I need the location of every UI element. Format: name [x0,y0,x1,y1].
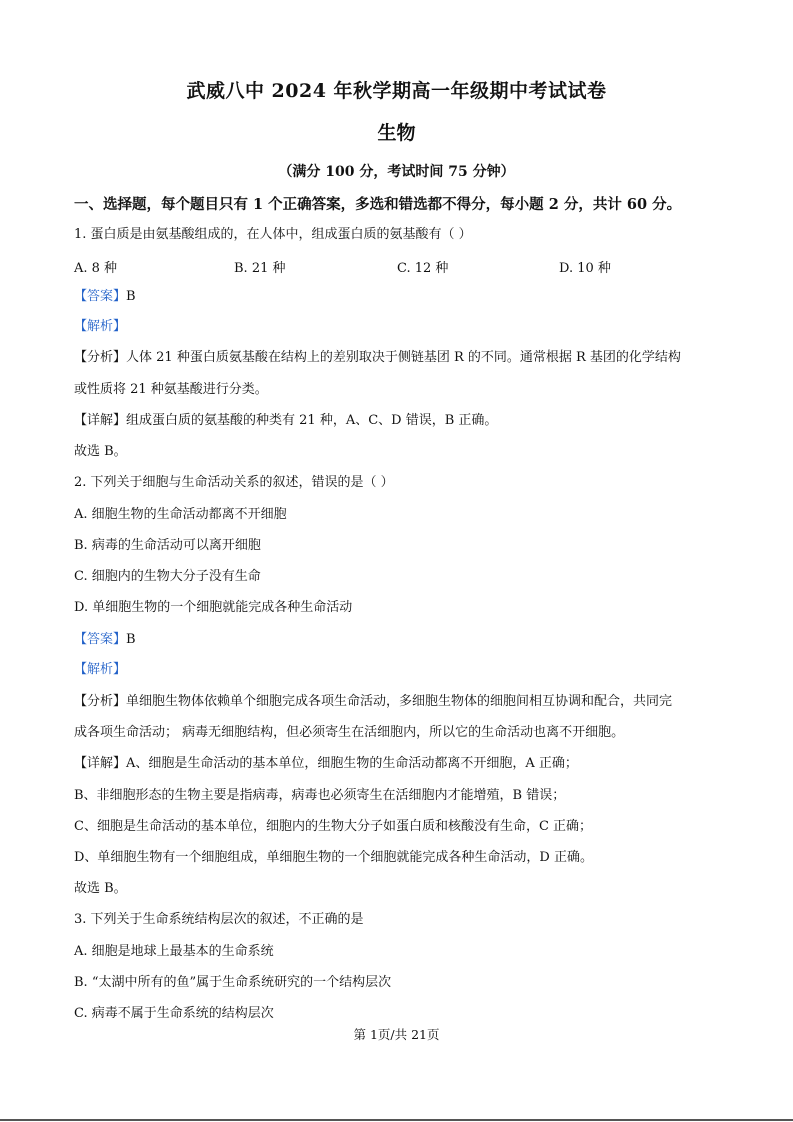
question-1-answer [74,288,136,306]
fenxi-text: 人体 21 种蛋白质氨基酸在结构上的差别取决于侧链基团 R 的不同。通常根据 R 基团的化学结构 [126,350,681,365]
detail-text: A、细胞是生命活动的基本单位，细胞生物的生命活动都离不开细胞，A 正确； [126,756,578,771]
score-note: （满分 100 分，考试时间 75 分钟） [278,164,515,180]
question-2-answer [74,631,136,649]
question-2-conclusion: 故选 B。 [74,881,127,896]
question-2-analysis [74,661,126,679]
answer-tag: 【答案】 [74,289,127,304]
question-2-option-a: A. 细胞生物的生命活动都离不开细胞 [74,507,287,522]
question-2-fenxi-cont: 成各项生命活动； 病毒无细胞结构，但必须寄生在活细胞内，所以它的生命活动也离不开细胞。 [74,725,625,740]
fenxi-tag: 【分析】 [74,694,127,709]
question-2-option-b: B. 病毒的生命活动可以离开细胞 [74,538,261,553]
page-number: 第 1页/共 21页 [353,1027,440,1042]
question-1-analysis [74,318,126,336]
question-1-stem: 1. 蛋白质是由氨基酸组成的，在人体中，组成蛋白质的氨基酸有（ ） [74,227,472,242]
section-heading: 一、选择题，每个题目只有 1 个正确答案，多选和错选都不得分，每小题 2 分，共计 60 分。 [74,196,682,213]
question-1-fenxi-cont: 或性质将 21 种氨基酸进行分类。 [74,382,268,397]
question-2-stem: 2. 下列关于细胞与生命活动关系的叙述，错误的是（ ） [74,475,394,490]
question-1-conclusion: 故选 B。 [74,444,127,459]
question-2-option-c: C. 细胞内的生物大分子没有生命 [74,569,261,584]
question-2-detail-c: C、细胞是生命活动的基本单位，细胞内的生物大分子如蛋白质和核酸没有生命，C 正确； [74,819,593,834]
fenxi-tag: 【分析】 [74,350,127,365]
question-1-detail [74,412,497,430]
question-3-option-c: C. 病毒不属于生命系统的结构层次 [74,1006,274,1021]
analysis-tag: 【解析】 [74,319,127,334]
answer-value: B [126,632,136,647]
detail-tag: 【详解】 [74,756,127,771]
question-3-stem: 3. 下列关于生命系统结构层次的叙述，不正确的是 [74,912,364,927]
question-1-fenxi [74,349,681,367]
answer-tag: 【答案】 [74,632,127,647]
subject-title: 生物 [377,122,416,144]
question-3-option-a: A. 细胞是地球上最基本的生命系统 [74,944,274,959]
question-1-option-b: B. 21 种 [234,261,286,276]
question-1-option-a: A. 8 种 [74,261,118,276]
detail-tag: 【详解】 [74,413,127,428]
detail-text: 组成蛋白质的氨基酸的种类有 21 种，A、C、D 错误，B 正确。 [126,413,498,428]
question-1-option-d: D. 10 种 [559,261,611,276]
question-2-detail-d: D、单细胞生物有一个细胞组成，单细胞生物的一个细胞就能完成各种生命活动，D 正确。 [74,850,593,865]
question-2-option-d: D. 单细胞生物的一个细胞就能完成各种生命活动 [74,600,353,615]
page-divider [0,1119,793,1121]
answer-value: B [126,289,136,304]
question-2-detail-b: B、非细胞形态的生物主要是指病毒，病毒也必须寄生在活细胞内才能增殖，B 错误； [74,788,566,803]
fenxi-text: 单细胞生物体依赖单个细胞完成各项生命活动，多细胞生物体的细胞间相互协调和配合，共同完 [126,694,673,709]
question-1-option-c: C. 12 种 [397,261,449,276]
question-3-option-b: B. “太湖中所有的鱼”属于生命系统研究的一个结构层次 [74,975,392,990]
analysis-tag: 【解析】 [74,662,127,677]
question-2-fenxi [74,693,672,711]
exam-title: 武威八中 2024 年秋学期高一年级期中考试试卷 [186,80,607,102]
question-2-detail [74,755,578,773]
